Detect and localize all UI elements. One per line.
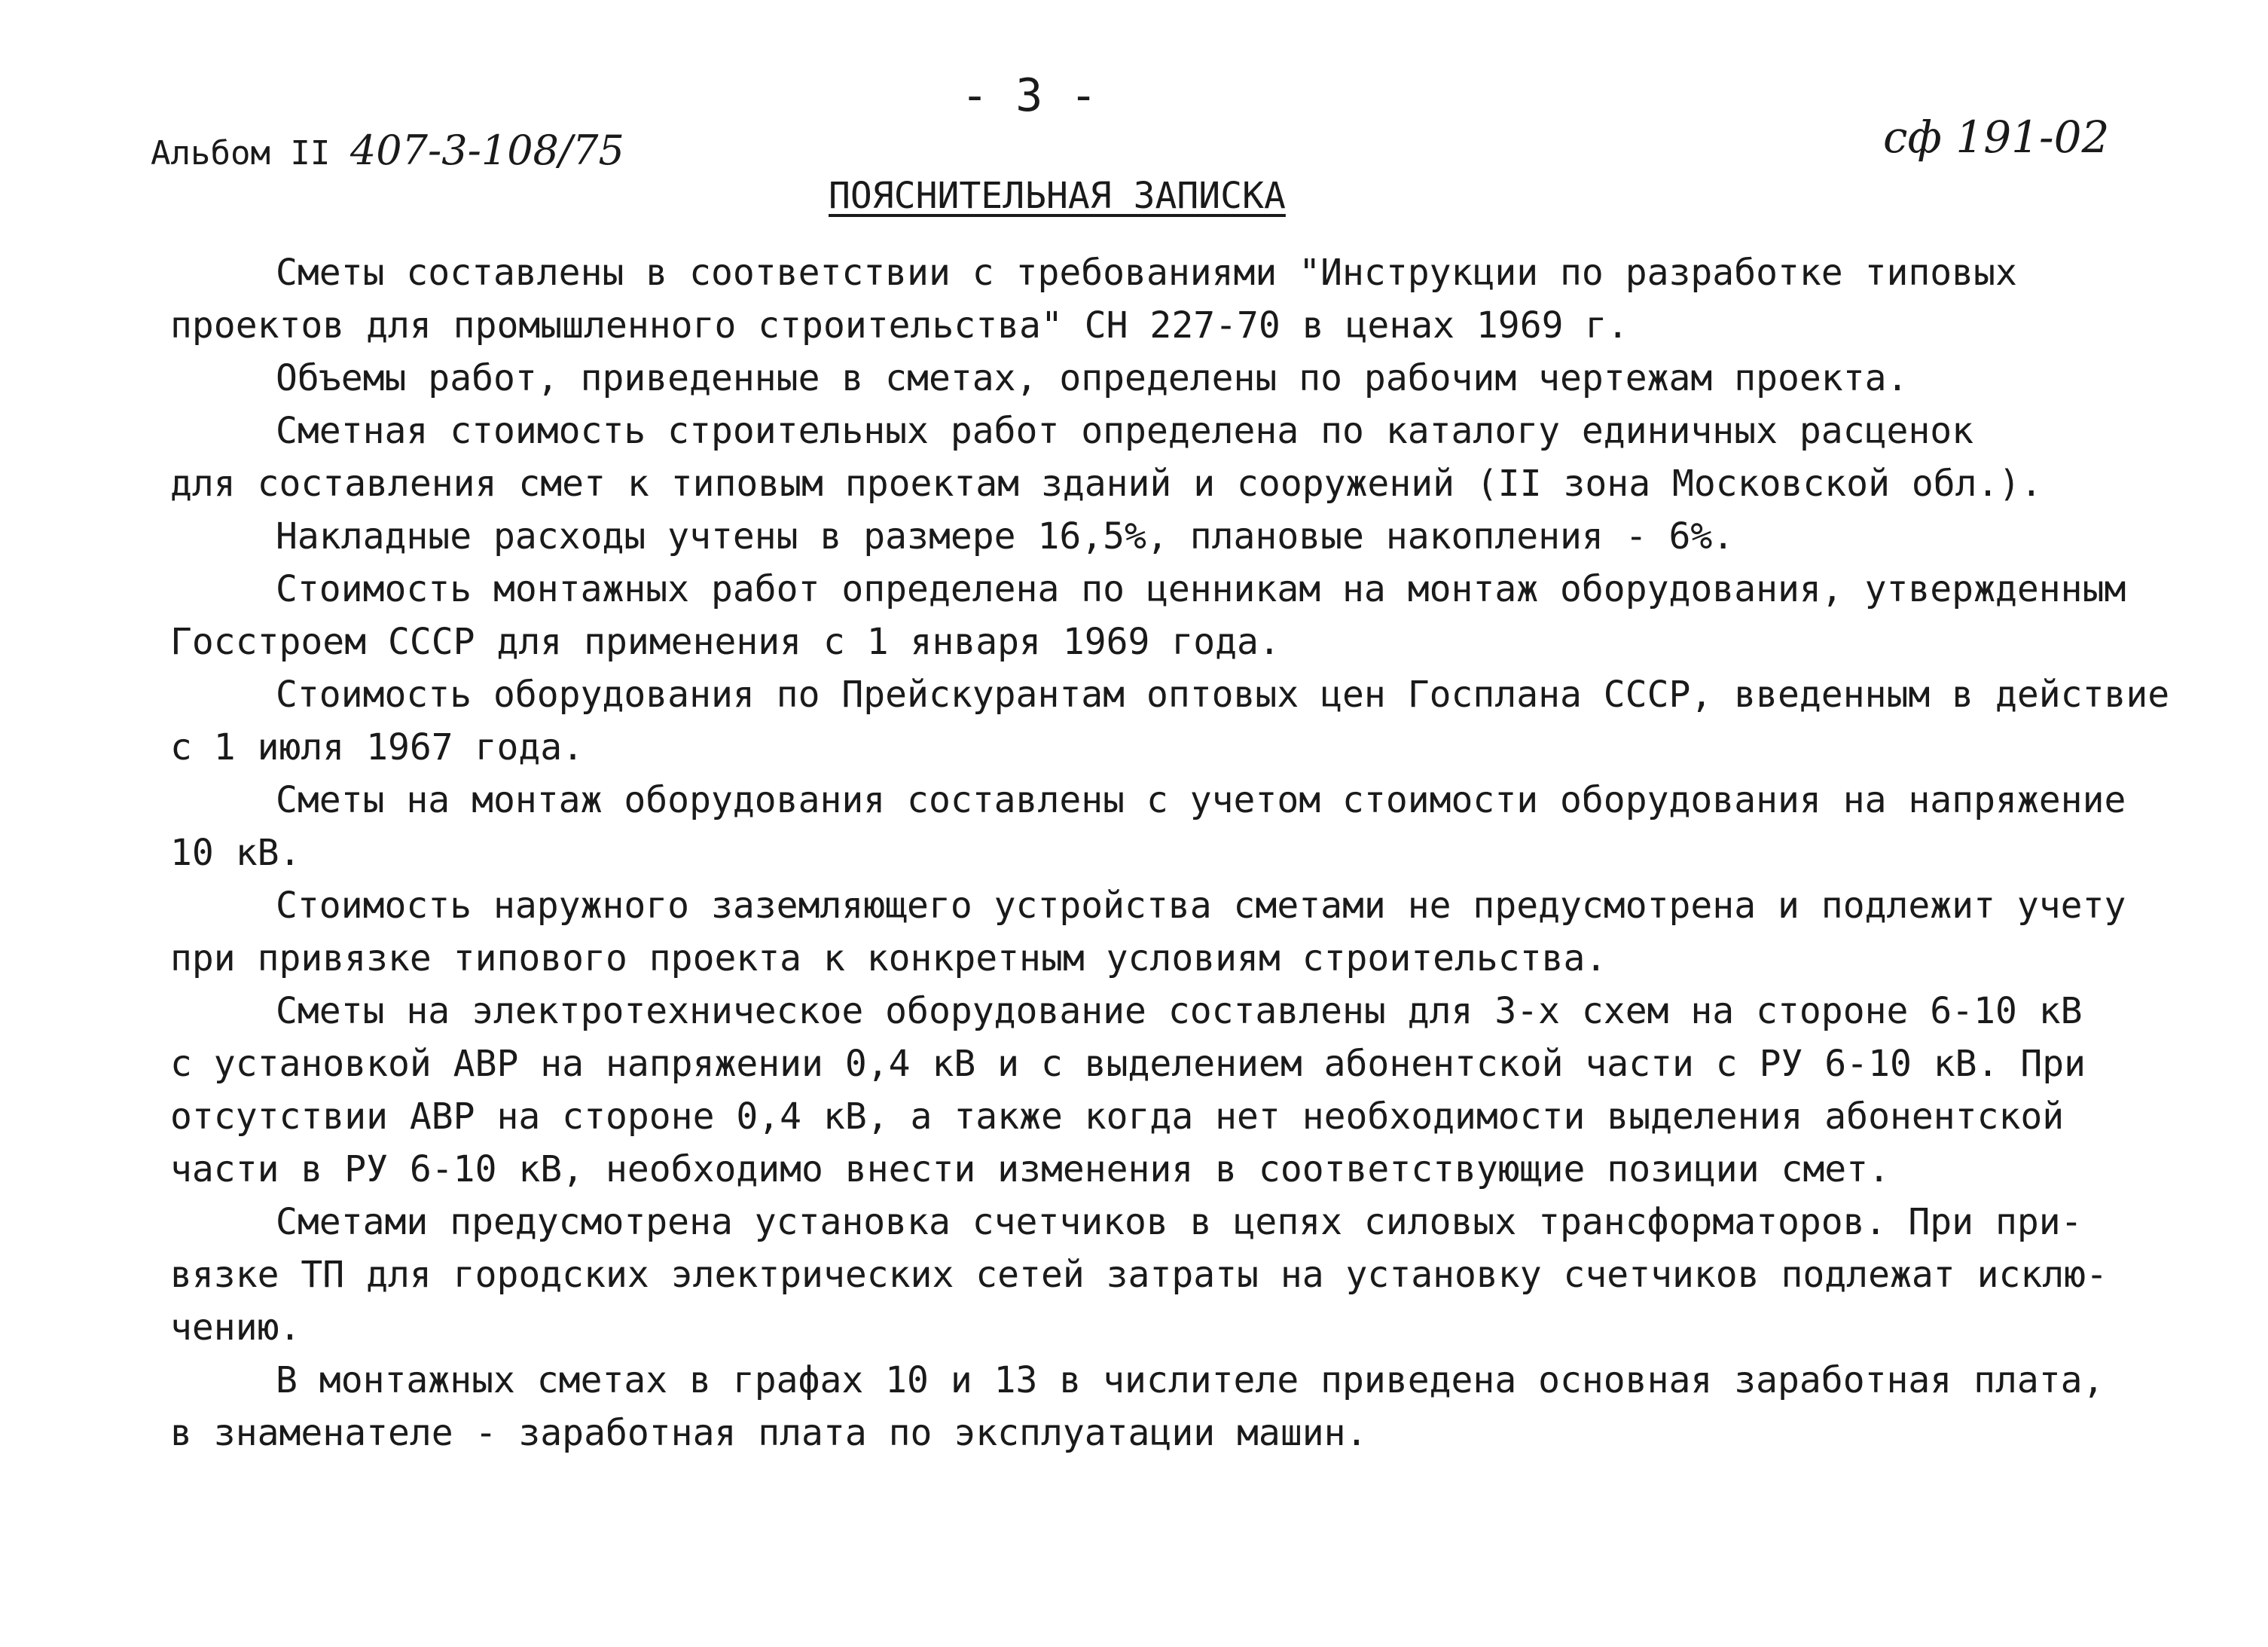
text-line: Стоимость монтажных работ определена по ценникам на монтаж оборудования, утвержденным [276, 568, 2126, 610]
text-line: Объемы работ, приведенные в сметах, определены по рабочим чертежам проекта. [276, 357, 1909, 399]
text-line: вязке ТП для городских электрических сетей затраты на установку счетчиков подлежат исклю- [170, 1254, 2108, 1296]
text-line: отсутствии АВР на стороне 0,4 кВ, а также когда нет необходимости выделения абонентской [170, 1095, 2065, 1138]
text-line: Госстроем СССР для применения с 1 января 1969 года. [170, 621, 1281, 663]
document-title: ПОЯСНИТЕЛЬНАЯ ЗАПИСКА [829, 175, 1286, 217]
text-line: чению. [170, 1306, 301, 1349]
text-line: Сметы на монтаж оборудования составлены с учетом стоимости оборудования на напряжение [276, 779, 2126, 821]
text-line: В монтажных сметах в графах 10 и 13 в числителе приведена основная заработная плата, [276, 1359, 2105, 1401]
sheet-code: сф 191-02 [1883, 112, 2110, 163]
text-line: Сметы составлены в соответствии с требованиями "Инструкции по разработке типовых [276, 252, 2017, 294]
text-line: при привязке типового проекта к конкретным условиям строительства. [170, 937, 1607, 979]
text-line: для составления смет к типовым проектам зданий и сооружений (II зона Московской обл.). [170, 463, 2043, 505]
album-number: 407-3-108/75 [350, 127, 624, 174]
text-line: Стоимость оборудования по Прейскурантам оптовых цен Госплана СССР, введенным в действие [276, 674, 2170, 716]
page-number: - 3 - [961, 69, 1097, 122]
text-line: проектов для промышленного строительства" СН 227-70 в ценах 1969 г. [170, 304, 1629, 347]
text-line: 10 кВ. [170, 832, 301, 874]
album-header [151, 127, 624, 174]
text-line: с 1 июля 1967 года. [170, 726, 585, 768]
text-line: Сметная стоимость строительных работ определена по каталогу единичных расценок [276, 410, 1974, 452]
text-line: в знаменателе - заработная плата по эксплуатации машин. [170, 1412, 1368, 1454]
text-line: Накладные расходы учтены в размере 16,5%, плановые накопления - 6%. [276, 515, 1735, 558]
text-line: Сметами предусмотрена установка счетчиков в цепях силовых трансформаторов. При при- [276, 1201, 2083, 1243]
text-line: с установкой АВР на напряжении 0,4 кВ и с выделением абонентской части с РУ 6-10 кВ. При [170, 1043, 2086, 1085]
document-body [170, 246, 2174, 1459]
album-label: Альбом II [151, 134, 331, 173]
text-line: Сметы на электротехническое оборудование составлены для 3-х схем на стороне 6-10 кВ [276, 990, 2083, 1032]
text-line: Стоимость наружного заземляющего устройства сметами не предусмотрена и подлежит учету [276, 885, 2126, 927]
text-line: части в РУ 6-10 кВ, необходимо внести изменения в соответствующие позиции смет. [170, 1148, 1890, 1190]
